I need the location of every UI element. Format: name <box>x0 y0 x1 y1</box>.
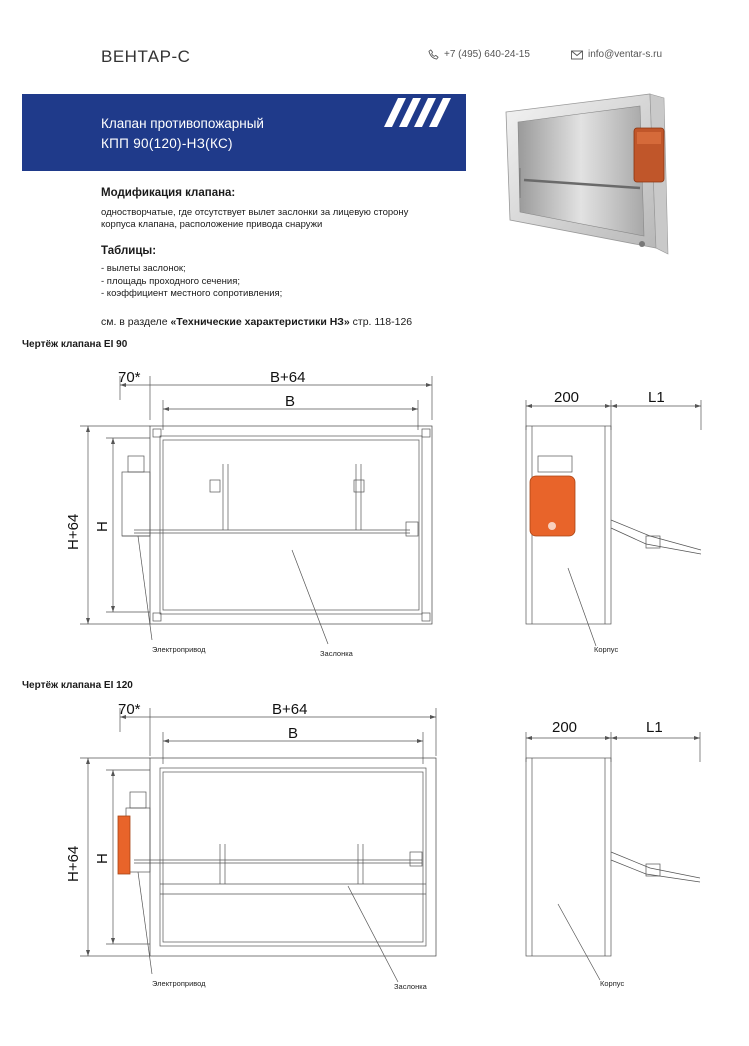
see-also-section: «Технические характеристики НЗ» <box>170 316 350 328</box>
label-body: Корпус <box>594 645 619 654</box>
actuator-front-ei120 <box>118 816 130 874</box>
drawing-title-ei120: Чертёж клапана EI 120 <box>22 680 133 691</box>
tables-list <box>101 263 282 301</box>
see-also-prefix: см. в разделе <box>101 316 171 328</box>
dim-offset: 70* <box>118 701 141 718</box>
list-item: - коэффициент местного сопротивления; <box>101 288 283 299</box>
decorative-stripes <box>376 94 466 171</box>
list-item: - вылеты заслонок; <box>101 263 186 274</box>
phone-icon <box>428 49 439 60</box>
dim-inner-width: B <box>285 393 296 410</box>
brand-name: ВЕНТАР-С <box>101 47 191 66</box>
product-photo <box>500 88 680 266</box>
list-item: - площадь проходного сечения; <box>101 275 240 287</box>
drawing-ei120 <box>60 692 720 1002</box>
modification-text: одностворчатые, где отсутствует вылет заслонки за лицевую сторону корпуса клапана, расположение привода снаружи <box>101 207 409 230</box>
dim-offset: 70* <box>118 369 141 386</box>
dim-depth: 200 <box>552 719 578 736</box>
title-banner <box>22 94 466 171</box>
drawing-title-ei90: Чертёж клапана EI 90 <box>22 339 128 350</box>
dim-l1: L1 <box>646 719 663 736</box>
dim-inner-width: B <box>288 725 299 742</box>
label-drive: Электропривод <box>152 645 206 654</box>
banner-title-line1: Клапан противопожарный <box>101 116 264 131</box>
phone-contact <box>428 49 530 60</box>
see-also-pages: стр. 118-126 <box>349 316 413 328</box>
see-also-reference <box>101 316 412 328</box>
label-body: Корпус <box>600 979 625 988</box>
dim-l1: L1 <box>648 389 665 406</box>
drawing-ei90 <box>60 360 720 660</box>
banner-title-line2: КПП 90(120)-НЗ(КС) <box>101 136 233 151</box>
label-blade: Заслонка <box>320 649 353 658</box>
modification-title: Модификация клапана: <box>101 187 236 199</box>
dim-depth: 200 <box>554 389 580 406</box>
tables-title: Таблицы: <box>101 245 157 257</box>
mail-icon <box>571 50 583 60</box>
label-blade: Заслонка <box>394 982 427 991</box>
dim-inner-height: H <box>94 853 111 864</box>
dim-outer-width: B+64 <box>272 701 308 718</box>
email-contact <box>571 49 662 60</box>
dim-outer-height: H+64 <box>65 845 82 882</box>
phone-number: +7 (495) 640-24-15 <box>444 49 530 60</box>
email-address: info@ventar-s.ru <box>588 49 663 60</box>
label-drive: Электропривод <box>152 979 206 988</box>
dim-inner-height: H <box>94 521 111 532</box>
dim-outer-height: H+64 <box>65 513 82 550</box>
dim-outer-width: B+64 <box>270 369 306 386</box>
